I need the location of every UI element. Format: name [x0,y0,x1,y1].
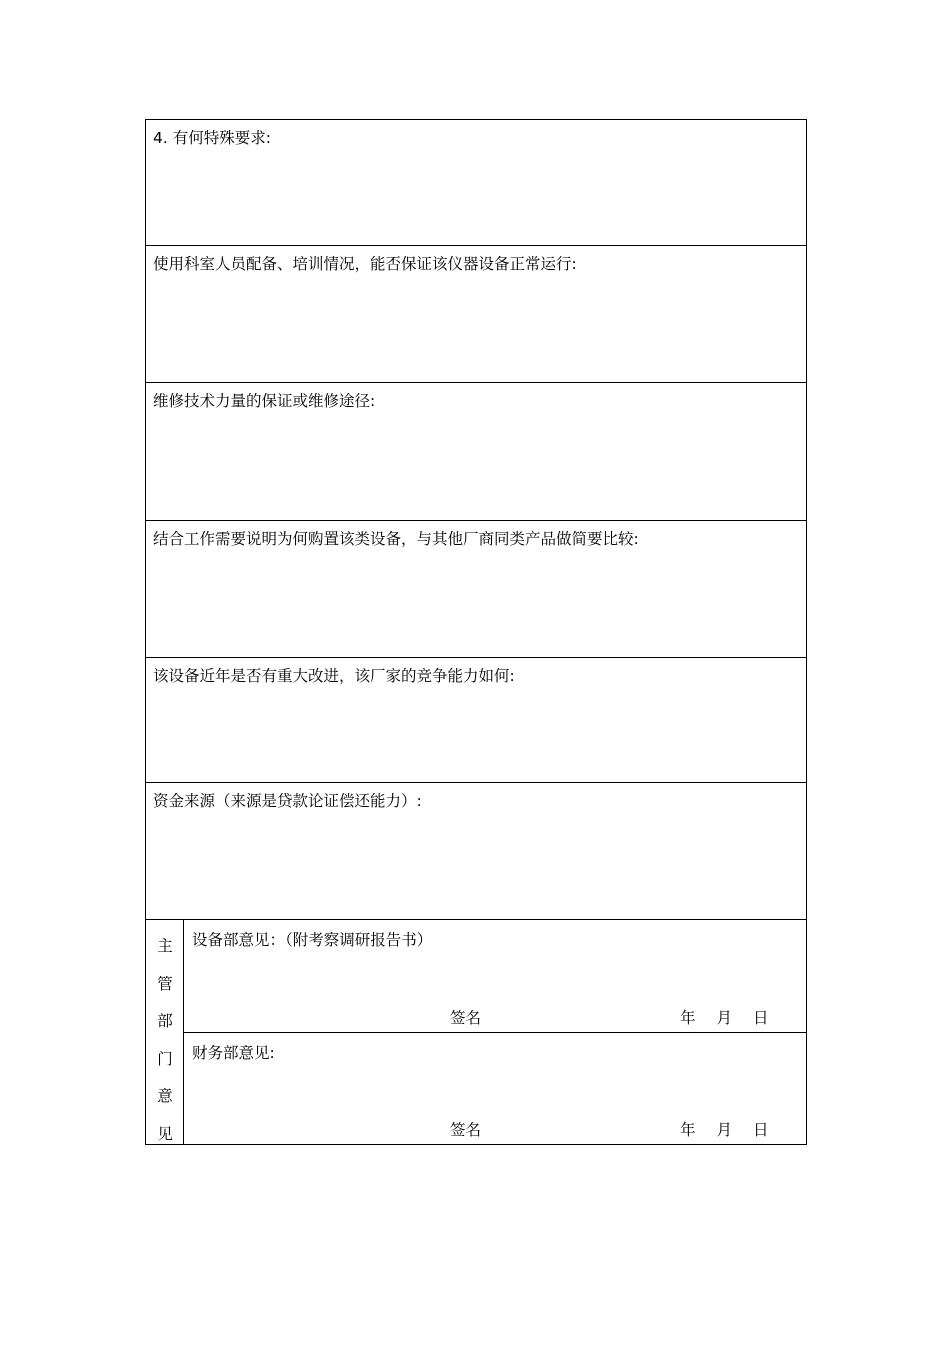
equipment-dept-opinion-label: 设备部意见：（附考察调研报告书） [192,931,433,949]
finance-dept-opinion-label: 财务部意见: [192,1044,275,1062]
section-row-improvements [146,658,807,783]
staffing-cell[interactable] [146,246,807,383]
purchase-reason-cell[interactable] [146,521,807,658]
year-label: 年 [680,1009,696,1027]
maintenance-label: 维修技术力量的保证或维修途径: [153,392,376,410]
funding-label: 资金来源（来源是贷款论证偿还能力）: [153,792,422,810]
finance-dept-date [680,1120,769,1140]
finance-dept-opinion-cell[interactable] [184,1033,807,1145]
day-label: 日 [753,1121,769,1139]
staffing-label: 使用科室人员配备、培训情况，能否保证该仪器设备正常运行: [153,255,577,273]
section-row-special-requirements [146,120,807,246]
maintenance-cell[interactable] [146,383,807,521]
month-label: 月 [716,1121,733,1139]
side-char: 见 [157,1124,173,1143]
day-label: 日 [753,1009,769,1027]
improvements-label: 该设备近年是否有重大改进，该厂家的竞争能力如何: [153,667,515,685]
equipment-dept-opinion-cell[interactable] [184,920,807,1033]
year-label: 年 [680,1121,696,1139]
special-requirements-cell[interactable] [146,120,807,246]
equipment-dept-date [680,1008,769,1028]
approval-side-cell [146,920,184,1145]
side-char: 管 [157,974,173,993]
section-row-purchase-reason [146,521,807,658]
special-requirements-label: 4. 有何特殊要求: [153,129,271,147]
month-label: 月 [716,1009,733,1027]
approval-side-label [146,928,184,1153]
side-char: 部 [157,1012,173,1030]
approval-row-equipment [146,920,807,1033]
funding-cell[interactable] [146,783,807,920]
side-char: 意 [157,1087,173,1105]
equipment-dept-sign-label: 签名 [450,1009,482,1027]
application-form-table [145,119,807,1145]
purchase-reason-label: 结合工作需要说明为何购置该类设备，与其他厂商同类产品做简要比较: [153,530,639,548]
improvements-cell[interactable] [146,658,807,783]
section-row-funding [146,783,807,920]
side-char: 主 [157,937,173,955]
section-row-staffing [146,246,807,383]
finance-dept-sign-label: 签名 [450,1121,482,1139]
approval-row-finance [146,1033,807,1145]
section-row-maintenance [146,383,807,521]
side-char: 门 [157,1049,173,1068]
